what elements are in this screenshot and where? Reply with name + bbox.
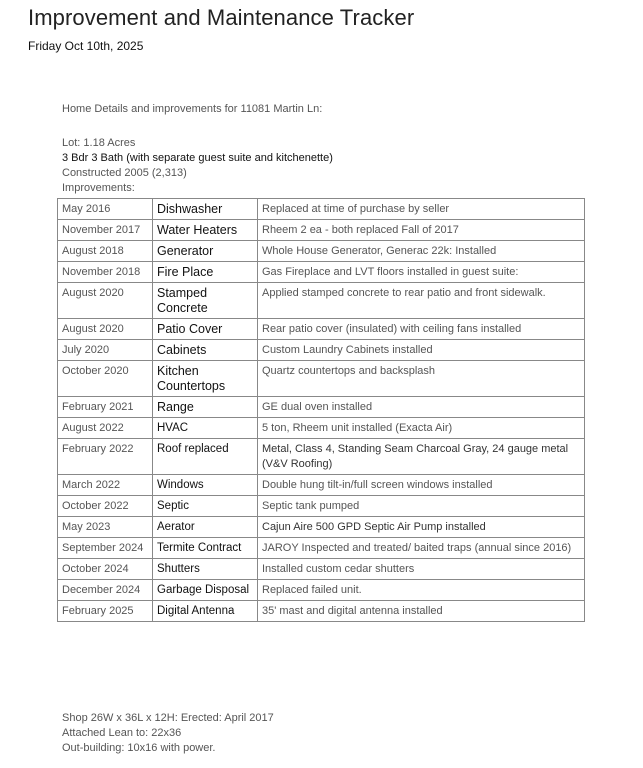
- row-item: Digital Antenna: [153, 601, 258, 622]
- row-date: September 2024: [58, 538, 153, 559]
- table-row: [58, 475, 585, 496]
- beds-baths: 3 Bdr 3 Bath (with separate guest suite and kitchenette): [62, 152, 333, 164]
- table-row: [58, 580, 585, 601]
- row-item: Fire Place: [153, 262, 258, 283]
- outbuildings-notes: [62, 711, 274, 756]
- row-item: Stamped Concrete: [153, 283, 258, 319]
- row-note: GE dual oven installed: [258, 397, 585, 418]
- improvements-label: Improvements:: [62, 182, 135, 194]
- row-date: August 2018: [58, 241, 153, 262]
- row-item: Range: [153, 397, 258, 418]
- row-date: February 2025: [58, 601, 153, 622]
- row-item: Garbage Disposal: [153, 580, 258, 601]
- row-date: May 2016: [58, 199, 153, 220]
- row-note: Applied stamped concrete to rear patio and front sidewalk.: [258, 283, 585, 319]
- row-date: February 2022: [58, 439, 153, 475]
- row-note: Cajun Aire 500 GPD Septic Air Pump installed: [258, 517, 585, 538]
- row-date: November 2017: [58, 220, 153, 241]
- table-row: [58, 220, 585, 241]
- page-title: Improvement and Maintenance Tracker: [28, 5, 415, 30]
- row-note: Replaced failed unit.: [258, 580, 585, 601]
- row-date: August 2020: [58, 319, 153, 340]
- table-row: [58, 262, 585, 283]
- table-row: [58, 241, 585, 262]
- lean-to-details: Attached Lean to: 22x36: [62, 727, 182, 739]
- row-note: Rear patio cover (insulated) with ceiling fans installed: [258, 319, 585, 340]
- table-row: [58, 439, 585, 475]
- row-item: Generator: [153, 241, 258, 262]
- row-item: Water Heaters: [153, 220, 258, 241]
- row-note: Custom Laundry Cabinets installed: [258, 340, 585, 361]
- table-row: [58, 517, 585, 538]
- row-item: Shutters: [153, 559, 258, 580]
- row-item: Termite Contract: [153, 538, 258, 559]
- lot-size: Lot: 1.18 Acres: [62, 137, 136, 149]
- row-date: October 2022: [58, 496, 153, 517]
- row-note: Gas Fireplace and LVT floors installed in guest suite:: [258, 262, 585, 283]
- row-note: Metal, Class 4, Standing Seam Charcoal Gray, 24 gauge metal (V&V Roofing): [258, 439, 585, 475]
- row-date: May 2023: [58, 517, 153, 538]
- row-note: Septic tank pumped: [258, 496, 585, 517]
- home-details: [62, 136, 333, 196]
- row-note: Double hung tilt-in/full screen windows installed: [258, 475, 585, 496]
- constructed-year: Constructed 2005 (2,313): [62, 167, 187, 179]
- table-row: [58, 199, 585, 220]
- table-row: [58, 397, 585, 418]
- table-row: [58, 559, 585, 580]
- row-date: December 2024: [58, 580, 153, 601]
- row-note: Installed custom cedar shutters: [258, 559, 585, 580]
- outbuilding-details: Out-building: 10x16 with power.: [62, 742, 216, 754]
- row-item: Septic: [153, 496, 258, 517]
- page-date: Friday Oct 10th, 2025: [28, 39, 144, 53]
- table-row: [58, 319, 585, 340]
- table-row: [58, 418, 585, 439]
- row-note: Quartz countertops and backsplash: [258, 361, 585, 397]
- table-row: [58, 283, 585, 319]
- row-item: Kitchen Countertops: [153, 361, 258, 397]
- shop-details: Shop 26W x 36L x 12H: Erected: April 2017: [62, 712, 274, 724]
- table-row: [58, 340, 585, 361]
- row-date: February 2021: [58, 397, 153, 418]
- row-date: August 2020: [58, 283, 153, 319]
- row-item: Cabinets: [153, 340, 258, 361]
- table-row: [58, 496, 585, 517]
- improvements-table: [57, 198, 585, 622]
- row-date: November 2018: [58, 262, 153, 283]
- row-date: July 2020: [58, 340, 153, 361]
- row-date: August 2022: [58, 418, 153, 439]
- row-note: 5 ton, Rheem unit installed (Exacta Air): [258, 418, 585, 439]
- row-date: October 2020: [58, 361, 153, 397]
- row-note: Replaced at time of purchase by seller: [258, 199, 585, 220]
- row-item: Aerator: [153, 517, 258, 538]
- table-row: [58, 538, 585, 559]
- row-note: Rheem 2 ea - both replaced Fall of 2017: [258, 220, 585, 241]
- row-date: October 2024: [58, 559, 153, 580]
- row-item: Patio Cover: [153, 319, 258, 340]
- intro-text: Home Details and improvements for 11081 Martin Ln:: [62, 103, 323, 115]
- row-date: March 2022: [58, 475, 153, 496]
- row-item: HVAC: [153, 418, 258, 439]
- row-item: Roof replaced: [153, 439, 258, 475]
- row-item: Dishwasher: [153, 199, 258, 220]
- table-row: [58, 361, 585, 397]
- row-note: JAROY Inspected and treated/ baited traps (annual since 2016): [258, 538, 585, 559]
- table-row: [58, 601, 585, 622]
- row-note: Whole House Generator, Generac 22k: Installed: [258, 241, 585, 262]
- row-item: Windows: [153, 475, 258, 496]
- row-note: 35' mast and digital antenna installed: [258, 601, 585, 622]
